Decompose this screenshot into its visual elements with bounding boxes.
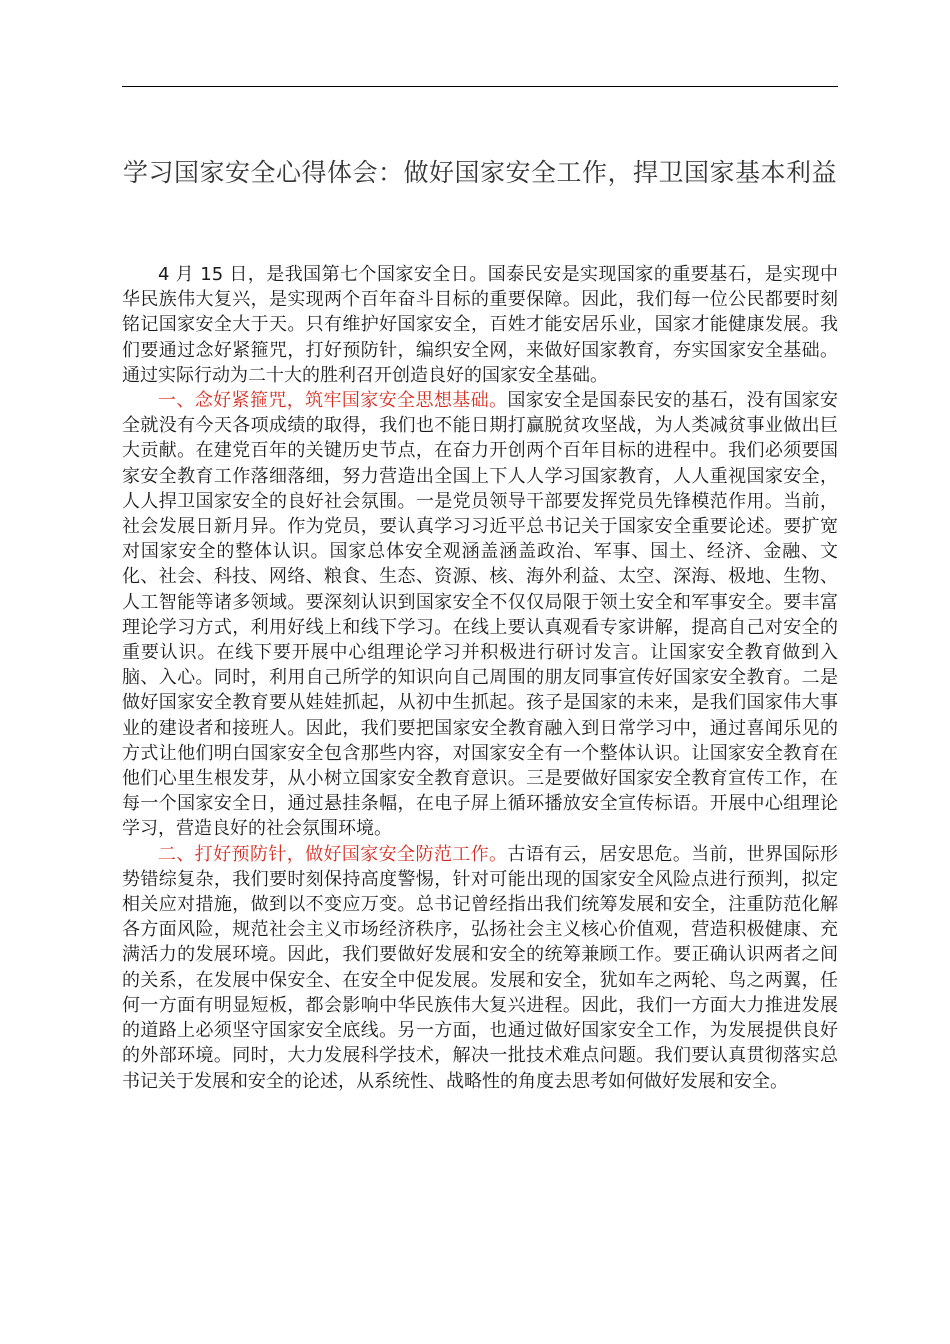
document-body <box>122 262 838 1094</box>
section-two-paragraph <box>122 842 838 1094</box>
intro-paragraph <box>122 262 838 388</box>
paragraph-text: 国家安全是国泰民安的基石，没有国家安全就没有今天各项成绩的取得，我们也不能日期打赢脱贫攻坚战，为人类减贫事业做出巨大贡献。在建党百年的关键历史节点，在奋力开创两个百年目标的进程中。我们必须要国家安全教育工作落细落细，努力营造出全国上下人人学习国家教育，人人重视国家安全，人人捍卫国家安全的良好社会氛围。一是党员领导干部要发挥党员先锋模范作用。当前，社会发展日新月异。作为党员，要认真学习习近平总书记关于国家安全重要论述。要扩宽对国家安全的整体认识。国家总体安全观涵盖涵盖政治、军事、国土、经济、金融、文化、社会、科技、网络、粮食、生态、资源、核、海外利益、太空、深海、极地、生物、人工智能等诸多领域。要深刻认识到国家安全不仅仅局限于领土安全和军事安全。要丰富理论学习方式，利用好线上和线下学习。在线上要认真观看专家讲解，提高自己对安全的重要认识。在线下要开展中心组理论学习并积极进行研讨发言。让国家安全教育做到入脑、入心。同时，利用自己所学的知识向自己周围的朋友同事宣传好国家安全教育。二是做好国家安全教育要从娃娃抓起，从初中生抓起。孩子是国家的未来，是我们国家伟大事业的建设者和接班人。因此，我们要把国家安全教育融入到日常学习中，通过喜闻乐见的方式让他们明白国家安全包含那些内容，对国家安全有一个整体认识。让国家安全教育在他们心里生根发芽，从小树立国家安全教育意识。三是要做好国家安全教育宣传工作，在每一个国家安全日，通过悬挂条幅，在电子屏上循环播放安全宣传标语。开展中心组理论学习，营造良好的社会氛围环境。 <box>122 390 838 840</box>
section-one-heading: 一、念好紧箍咒，筑牢国家安全思想基础。 <box>158 390 508 412</box>
section-two-heading: 二、打好预防针，做好国家安全防范工作。 <box>158 843 508 865</box>
section-one-paragraph <box>122 388 838 842</box>
header-rule <box>122 86 838 87</box>
paragraph-text: 古语有云，居安思危。当前，世界国际形势错综复杂，我们要时刻保持高度警惕，针对可能出现的国家安全风险点进行预判，拟定相关应对措施，做到以不变应万变。总书记曾经指出我们统筹发展和安全，注重防范化解各方面风险，规范社会主义市场经济秩序，弘扬社会主义核心价值观，营造积极健康、充满活力的发展环境。因此，我们要做好发展和安全的统筹兼顾工作。要正确认识两者之间的关系，在发展中保安全、在安全中促发展。发展和安全，犹如车之两轮、鸟之两翼，任何一方面有明显短板，都会影响中华民族伟大复兴进程。因此，我们一方面大力推进发展的道路上必须坚守国家安全底线。另一方面，也通过做好国家安全工作，为发展提供良好的外部环境。同时，大力发展科学技术，解决一批技术难点问题。我们要认真贯彻落实总书记关于发展和安全的论述，从系统性、战略性的角度去思考如何做好发展和安全。 <box>122 843 838 1092</box>
page-title: 学习国家安全心得体会：做好国家安全工作，捍卫国家基本利益 <box>122 158 837 187</box>
paragraph-text: 4 月 15 日，是我国第七个国家安全日。国泰民安是实现国家的重要基石，是实现中华民族伟大复兴，是实现两个百年奋斗目标的重要保障。因此，我们每一位公民都要时刻铭记国家安全大于天。只有维护好国家安全，百姓才能安居乐业，国家才能健康发展。我们要通过念好紧箍咒，打好预防针，编织安全网，来做好国家教育，夯实国家安全基础。通过实际行动为二十大的胜利召开创造良好的国家安全基础。 <box>122 264 838 386</box>
